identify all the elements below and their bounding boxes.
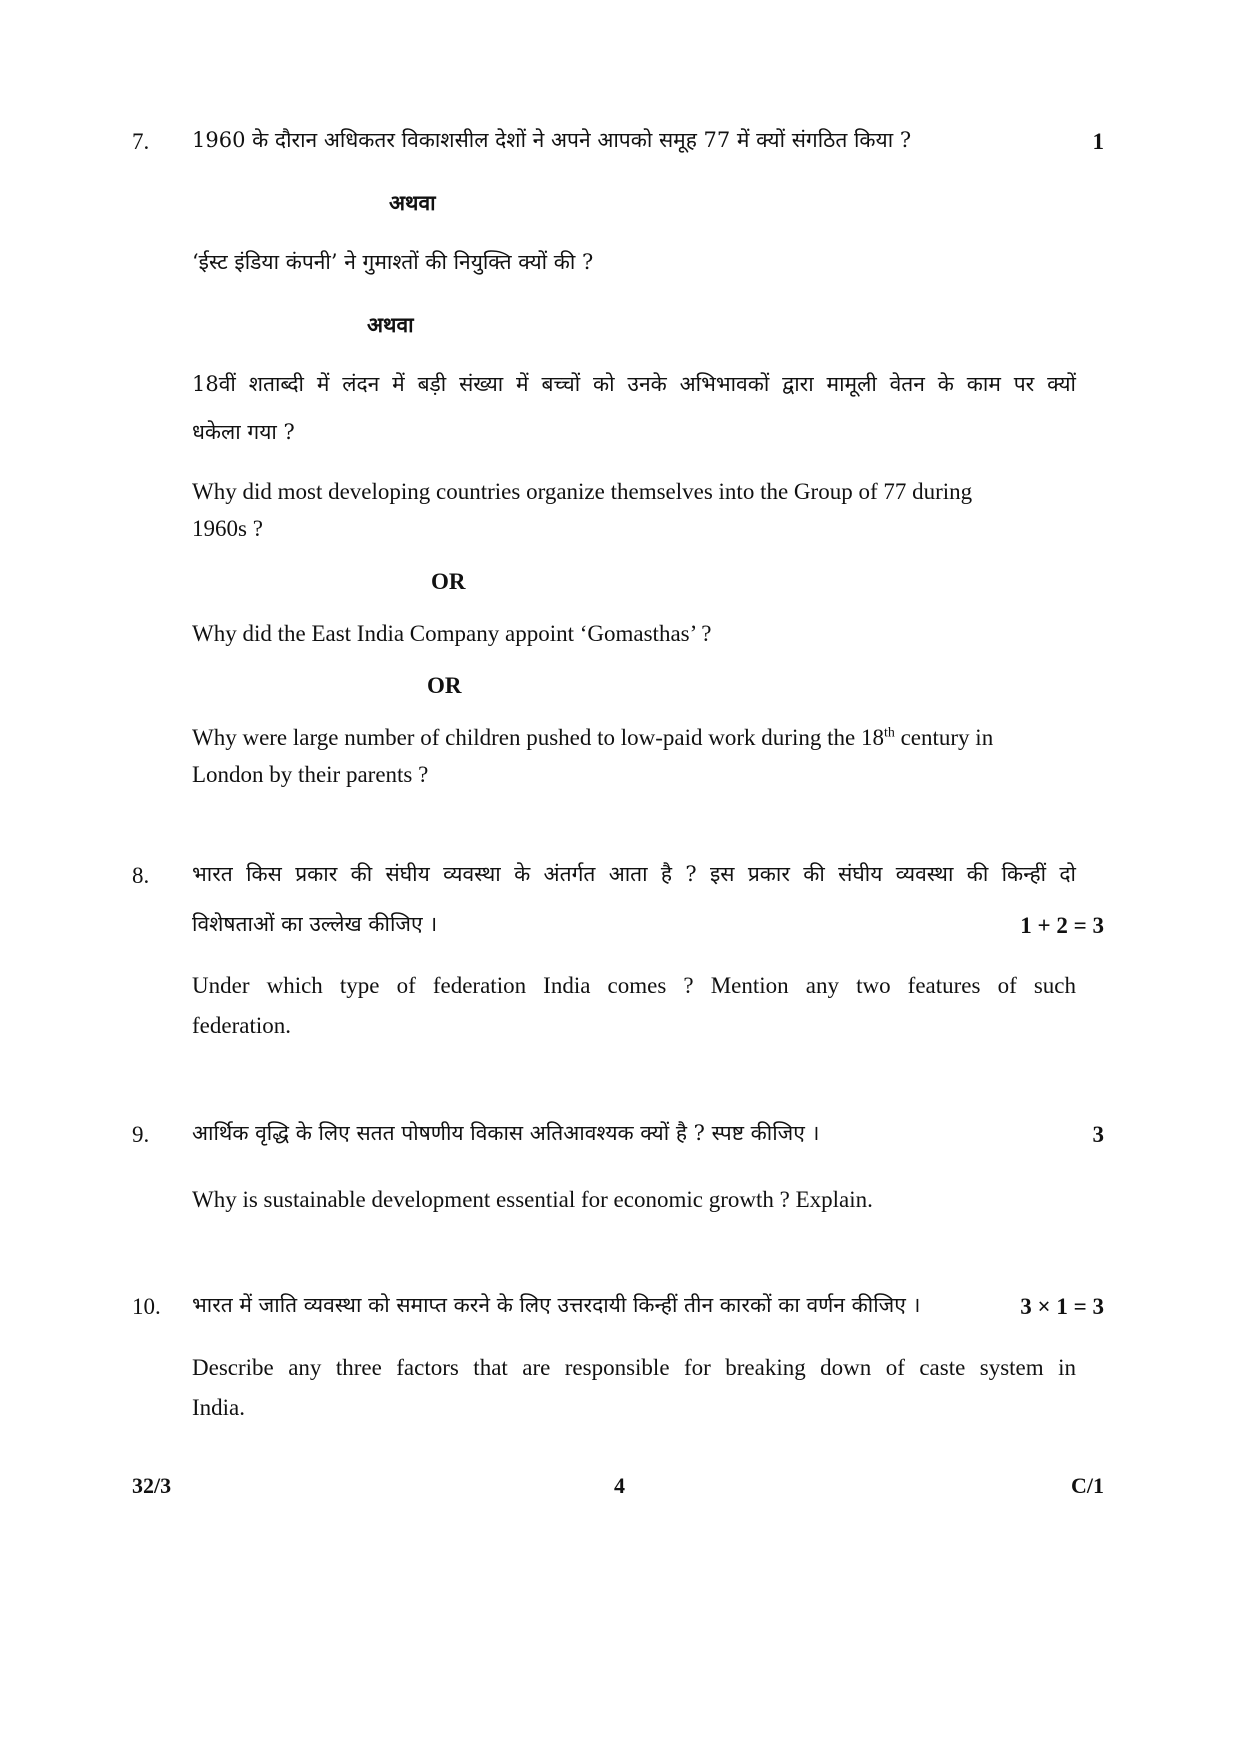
question-7-number: 7. bbox=[132, 129, 150, 154]
question-10-marks: 3 × 1 = 3 bbox=[1020, 1294, 1104, 1319]
question-8-english-line-1: Under which type of federation India comes ? Mention any two features of such bbox=[192, 973, 1076, 998]
question-7-english-line-1: Why did most developing countries organize themselves into the Group of 77 during bbox=[192, 479, 973, 504]
question-8-number: 8. bbox=[132, 863, 150, 888]
footer-paper-code: 32/3 bbox=[132, 1473, 172, 1498]
question-7-english-or-1: OR bbox=[431, 569, 466, 594]
question-8-hindi-line-1: भारत किस प्रकार की संघीय व्यवस्था के अंतर्गत आता है ? इस प्रकार की संघीय व्यवस्था की किन्हीं दो bbox=[192, 862, 1076, 886]
question-9-hindi-text: आर्थिक वृद्धि के लिए सतत पोषणीय विकास अतिआवश्यक क्यों है ? स्पष्ट कीजिए । bbox=[192, 1121, 820, 1145]
question-9-english-text: Why is sustainable development essential for economic growth ? Explain. bbox=[192, 1187, 873, 1212]
question-7-english-alt-2-part-2: century in bbox=[894, 725, 994, 750]
question-7-hindi-text: 1960 के दौरान अधिकतर विकाशसील देशों ने अपने आपको समूह 77 में क्यों संगठित किया ? bbox=[192, 128, 912, 152]
question-7-hindi-or-2: अथवा bbox=[367, 312, 414, 337]
question-9-number: 9. bbox=[132, 1122, 150, 1147]
question-7-hindi-alt-2-line-2: धकेला गया ? bbox=[192, 420, 295, 444]
question-10-english-line-2: India. bbox=[192, 1395, 246, 1420]
question-7-english-alt-2-part-1: Why were large number of children pushed to low-paid work during the 18 bbox=[192, 725, 884, 750]
question-8-marks: 1 + 2 = 3 bbox=[1020, 913, 1104, 938]
question-7-hindi-alt-2-line-1: 18वीं शताब्दी में लंदन में बड़ी संख्या में बच्चों को उनके अभिभावकों द्वारा मामूली वेतन के काम पर क्यों bbox=[192, 372, 1076, 396]
footer-page-number: 4 bbox=[614, 1473, 625, 1498]
question-10-number: 10. bbox=[132, 1294, 161, 1319]
question-7-hindi-alt-1: ‘ईस्ट इंडिया कंपनी’ ने गुमाश्तों की नियुक्ति क्यों की ? bbox=[192, 250, 594, 274]
question-10-hindi-text: भारत में जाति व्यवस्था को समाप्त करने के लिए उत्तरदायी किन्हीं तीन कारकों का वर्णन कीजिए । bbox=[192, 1293, 921, 1317]
footer-set-code: C/1 bbox=[1071, 1473, 1104, 1498]
question-7-hindi-or-1: अथवा bbox=[389, 190, 436, 215]
question-10-english-line-1: Describe any three factors that are responsible for breaking down of caste system in bbox=[192, 1355, 1076, 1380]
question-7-english-line-2: 1960s ? bbox=[192, 516, 263, 541]
question-7-marks: 1 bbox=[1092, 129, 1104, 154]
question-9-marks: 3 bbox=[1092, 1122, 1104, 1147]
question-8-hindi-line-2: विशेषताओं का उल्लेख कीजिए । bbox=[192, 912, 438, 936]
question-7-english-alt-1: Why did the East India Company appoint ‘Gomasthas’ ? bbox=[192, 621, 712, 646]
question-8-english-line-2: federation. bbox=[192, 1013, 291, 1038]
question-7-english-or-2: OR bbox=[427, 673, 462, 698]
question-7-english-alt-2-line-1 bbox=[192, 724, 993, 752]
ordinal-suffix: th bbox=[883, 725, 895, 741]
question-7-english-alt-2-line-2: London by their parents ? bbox=[192, 762, 429, 787]
